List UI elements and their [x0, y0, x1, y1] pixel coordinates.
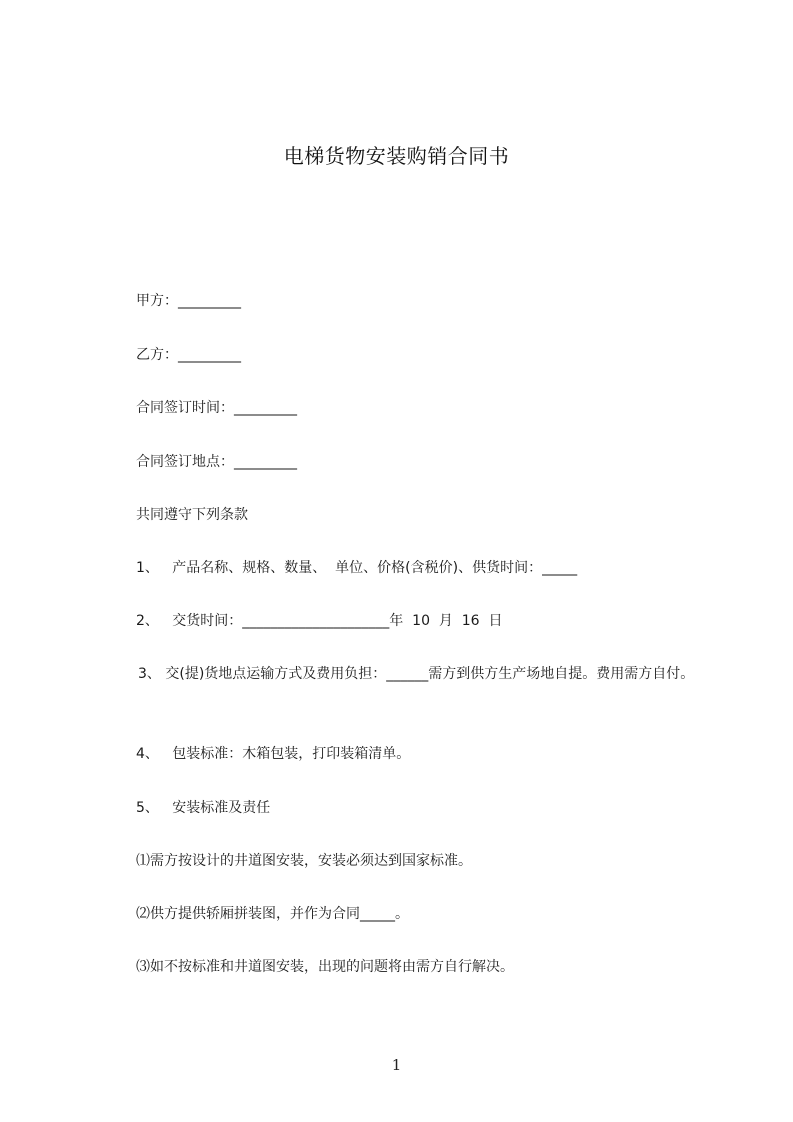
party-a-line: 甲方：_________ [136, 293, 241, 309]
party-b-line: 乙方：_________ [136, 347, 241, 363]
clause-1: 1、 产品名称、规格、数量、 单位、价格(含税价)、供货时间：_____ [136, 560, 578, 576]
sign-place-line: 合同签订地点：_________ [136, 454, 297, 470]
sign-time-line: 合同签订时间：_________ [136, 400, 297, 416]
clause-5-sub-2: ⑵供方提供轿厢拼装图，并作为合同_____。 [136, 906, 409, 922]
intro-line: 共同遵守下列条款 [136, 507, 248, 523]
page-number: 1 [391, 1056, 402, 1074]
clause-5-sub-1: ⑴需方按设计的井道图安装，安装必须达到国家标准。 [136, 853, 472, 869]
clause-3-text: 3、 交(提)货地点运输方式及费用负担：______需方到供方生产场地自提。费用需方自付。 [138, 666, 695, 682]
clause-4: 4、 包装标准：木箱包装，打印装箱清单。 [136, 746, 411, 762]
clause-2: 2、 交货时间：_____________________年 10 月 16 日 [136, 613, 503, 629]
clause-5-sub-3: ⑶如不按标准和井道图安装，出现的问题将由需方自行解决。 [136, 959, 514, 975]
clause-3 [104, 660, 704, 689]
clause-5: 5、 安装标准及责任 [136, 800, 271, 816]
document-title: 电梯货物安装购销合同书 [283, 144, 510, 168]
